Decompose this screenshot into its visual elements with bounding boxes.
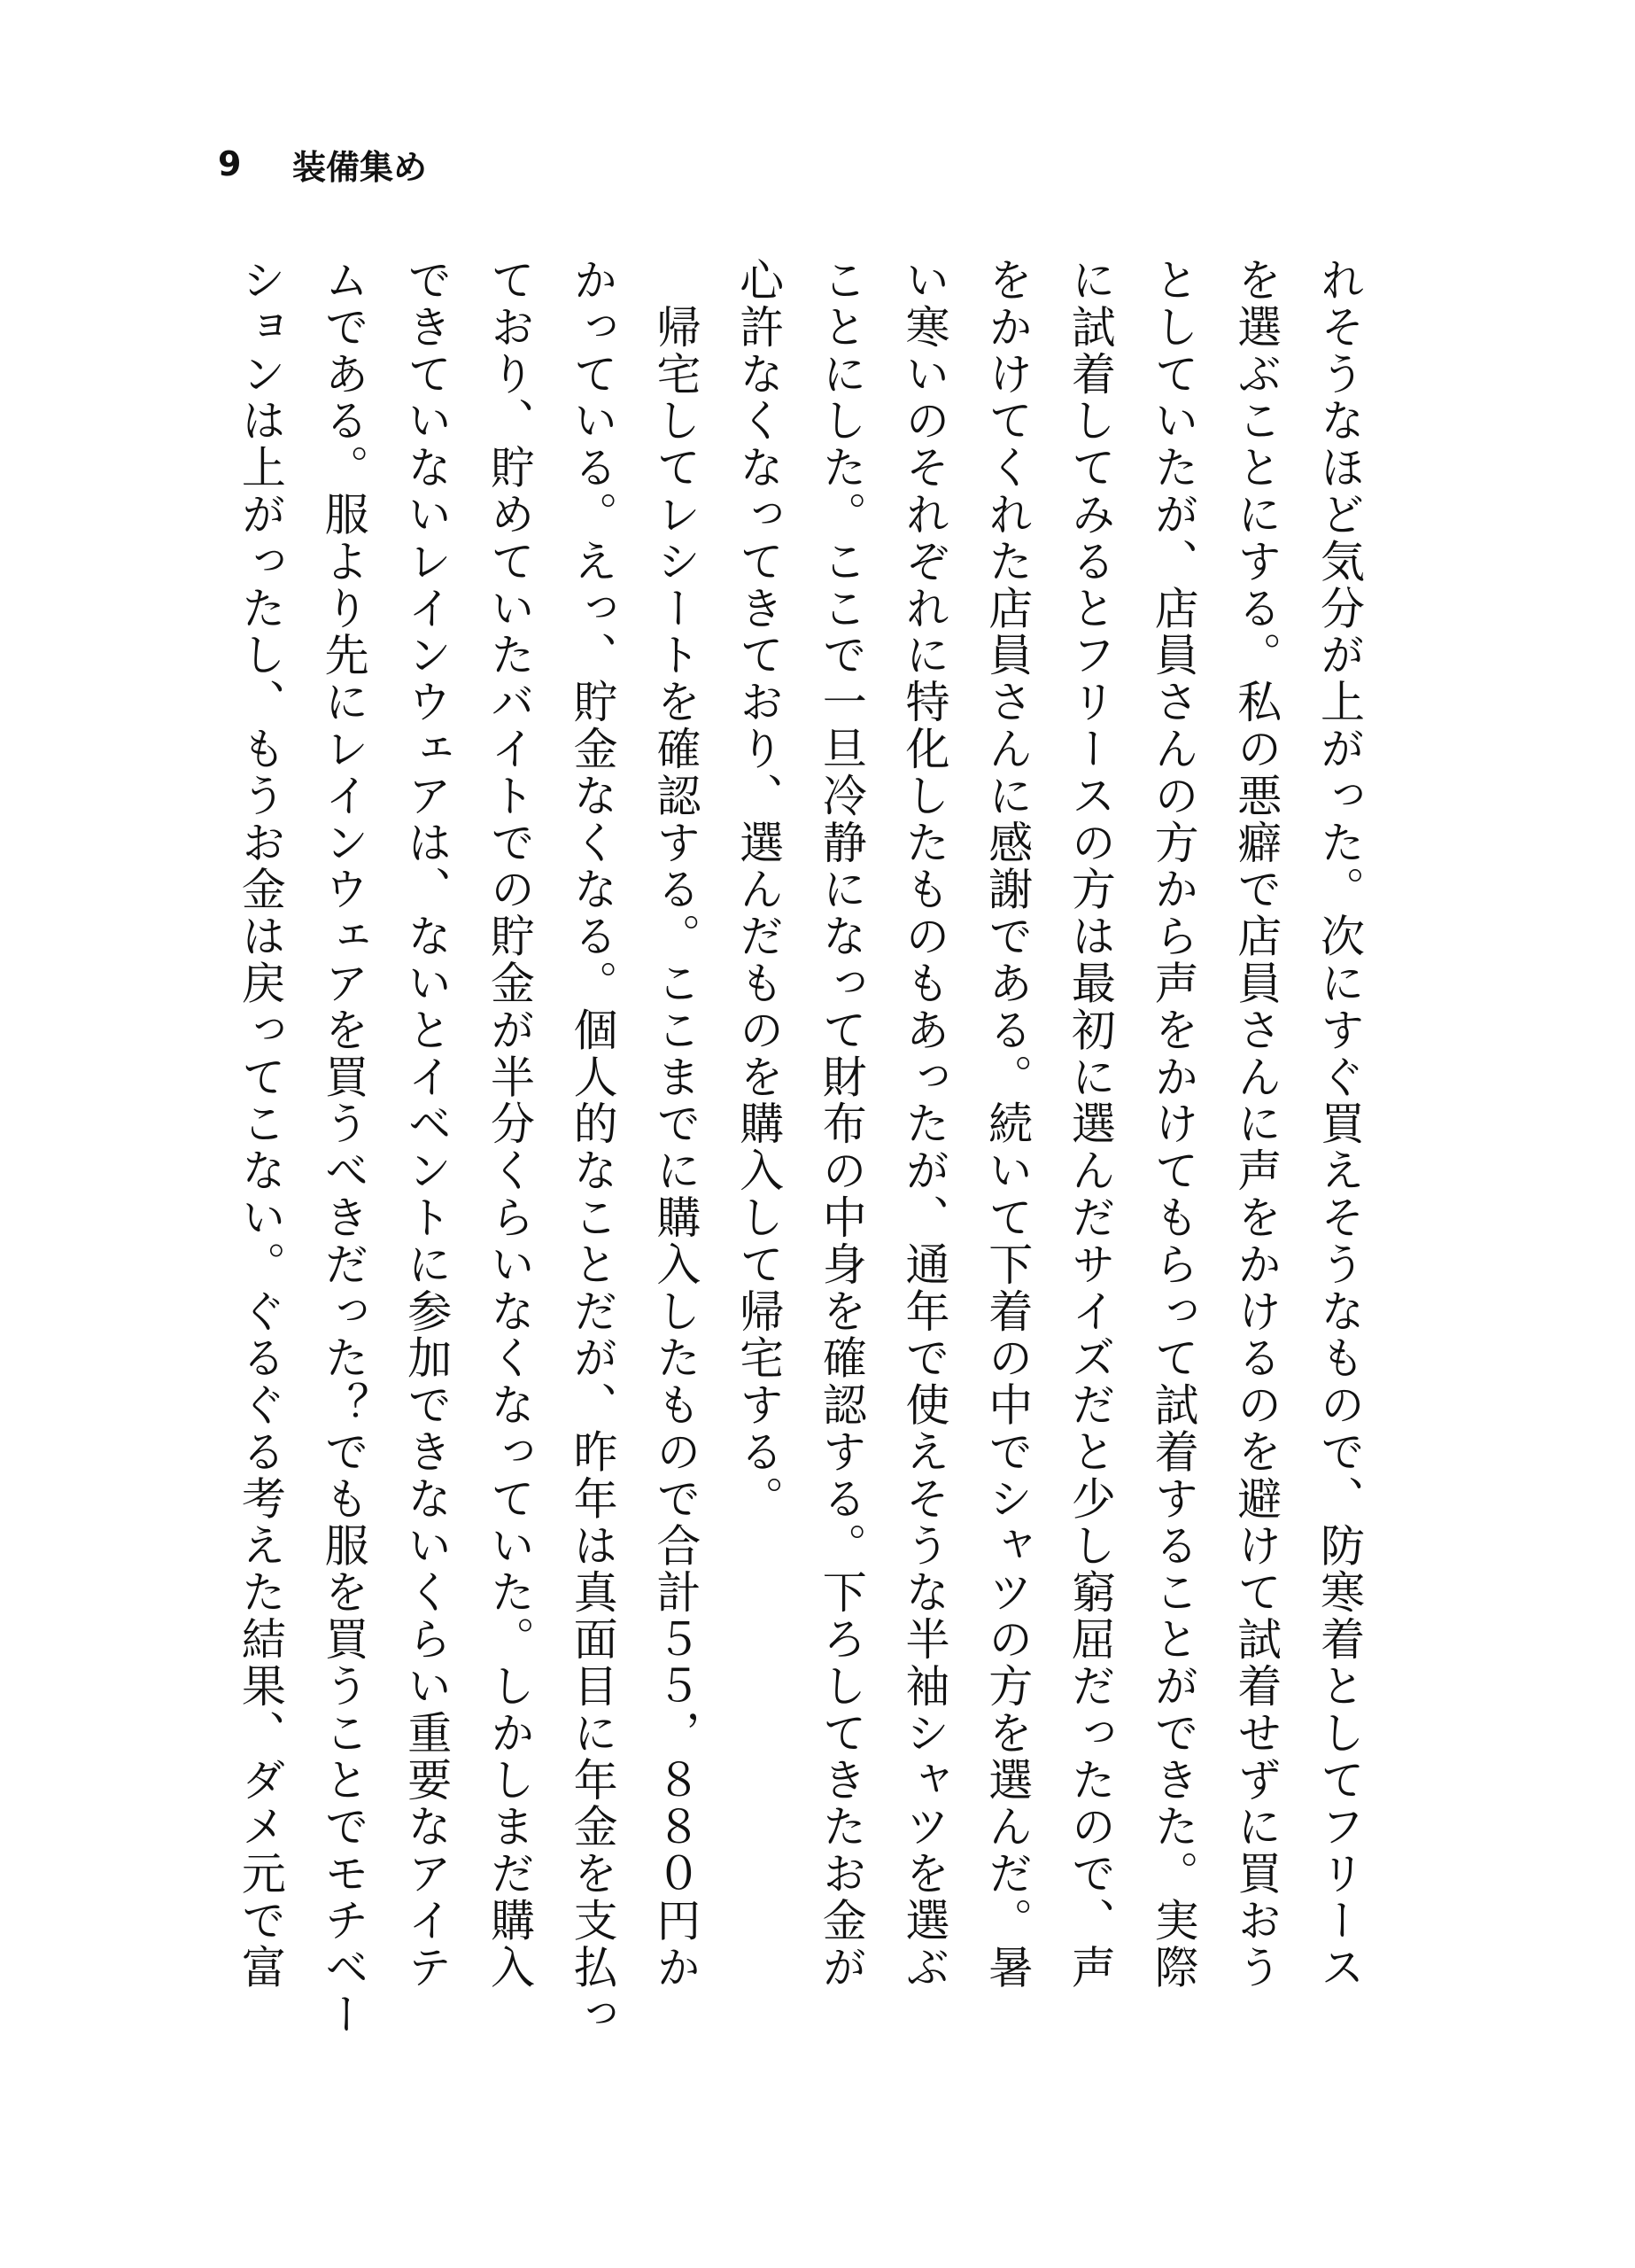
chapter-number: 9 — [218, 144, 242, 183]
text-column: ことにした。ここで一旦冷静になって財布の中身を確認する。下ろしてきたお金が — [815, 257, 867, 1992]
chapter-title: 装備集め — [292, 147, 428, 187]
text-column: を選ぶことにする。私の悪癖で店員さんに声をかけるのを避けて試着せずに買おう — [1230, 257, 1282, 1992]
text-column: できていないレインウェアは、ないとイベントに参加できないくらい重要なアイテ — [400, 257, 453, 1992]
text-column: 心許なくなってきており、選んだものを購入して帰宅する。 — [732, 257, 785, 1523]
text-column: に試着してみるとフリースの方は最初に選んだサイズだと少し窮屈だったので、声 — [1064, 257, 1116, 1992]
text-column: をかけてくれた店員さんに感謝である。続いて下着の中でシャツの方を選んだ。暑 — [981, 257, 1034, 1992]
text-column: 帰宅してレシートを確認する。ここまでに購入したもので合計５５，８８０円か — [649, 257, 701, 1992]
vertical-body-text — [218, 257, 1380, 2055]
text-column: としていたが、店員さんの方から声をかけてもらって試着することができた。実際 — [1147, 257, 1199, 1992]
text-column: ションは上がったし、もうお金は戻ってこない。ぐるぐる考えた結果、ダメ元で富 — [234, 257, 286, 1992]
text-column: かっている。えっ、貯金なくなる。個人的なことだが、昨年は真面目に年金を支払っ — [566, 257, 618, 2039]
text-column: ており、貯めていたバイトでの貯金が半分くらいなくなっていた。しかしまだ購入 — [483, 257, 535, 1992]
running-header — [218, 142, 427, 186]
text-column: ムである。服より先にレインウェアを買うべきだった？でも服を買うことでモチベー — [317, 257, 369, 2039]
text-column: れそうなほど気分が上がった。次にすぐ買えそうなもので、防寒着としてフリース — [1313, 257, 1365, 1992]
text-column: い寒いのそれぞれに特化したものもあったが、通年で使えそうな半袖シャツを選ぶ — [898, 257, 950, 1992]
